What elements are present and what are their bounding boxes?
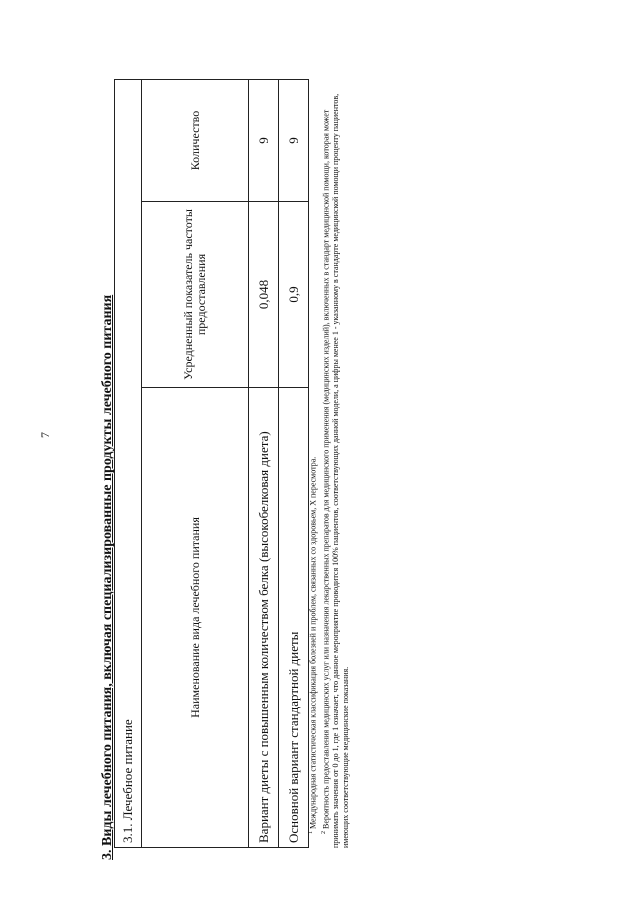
diet-table [114, 79, 309, 848]
header-quantity: Количество [142, 80, 249, 202]
footnote-1-mark: 1 [308, 831, 314, 834]
row-frequency: 0,048 [249, 202, 279, 388]
row-name: Вариант диеты с повышенным количеством белка (высокобелковая диета) [249, 388, 279, 848]
footnote-2 [319, 80, 352, 848]
footnotes [306, 80, 351, 848]
row-name: Основной вариант стандартной диеты [279, 388, 309, 848]
table-header-row [142, 80, 249, 848]
section-title: 3. Виды лечебного питания, включая специализированные продукты лечебного питания [100, 294, 115, 860]
header-frequency: Усредненный показатель частоты предоставления [142, 202, 249, 388]
footnote-1 [306, 80, 319, 848]
rotated-page-content [100, 80, 370, 860]
footnote-2-mark: 2 [320, 831, 327, 834]
subsection-title: 3.1. Лечебное питание [115, 80, 142, 848]
row-frequency: 0,9 [279, 202, 309, 388]
page-number: 7 [38, 432, 52, 438]
header-name: Наименование вида лечебного питания [142, 388, 249, 848]
table-row [279, 80, 309, 848]
row-quantity: 9 [279, 80, 309, 202]
footnote-2-text: Вероятность предоставления медицинских услуг или назначения лекарственных препаратов для медицинского применения (медицинских изделий), включенных в стандарт медицинской помощи, которая может принимать значения от 0 до 1, где 1 означает, что данное мероприятие проводится 100% пациентов, соответствующих данной модели, а цифры менее 1 - указанному в стандарте медицинской помощи проценту пациентов, имеющих соответствующие медицинские показания. [321, 93, 351, 848]
row-quantity: 9 [249, 80, 279, 202]
table-row [249, 80, 279, 848]
table-subsection-row [115, 80, 142, 848]
footnote-1-text: Международная статистическая классификация болезней и проблем, связанных со здоровьем, X пересмотра. [308, 456, 318, 829]
